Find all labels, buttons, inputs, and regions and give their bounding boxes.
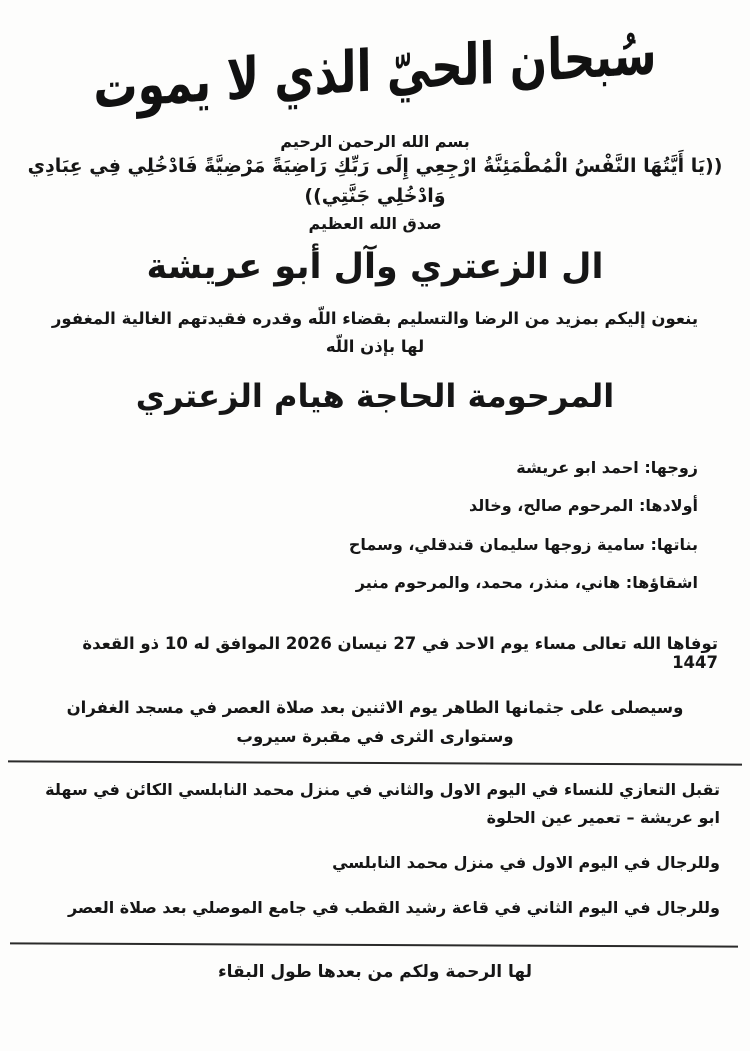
quran-attribution: صدق الله العظيم: [308, 213, 442, 233]
deceased-name: المرحومة الحاجة هيام الزعتري: [135, 376, 615, 415]
death-date-line: توفاها الله تعالى مساء يوم الاحد في 27 نيسان 2026 الموافق له 10 ذو القعدة 1447: [82, 634, 718, 673]
quran-verse-line1: ((يَا أَيَّتُهَا النَّفْسُ الْمُطْمَئِنَّةُ ارْجِعِي إِلَى رَبِّكِ رَاضِيَةً مَرْضِيَّةً فَادْخُلِي فِي عِبَادِي: [27, 155, 723, 177]
family-relations-list: [40, 457, 698, 595]
divider-line-bottom: [10, 943, 738, 948]
family-row-brothers: اشقاؤها: هاني، منذر، محمد، والمرحوم منير: [355, 573, 698, 593]
families-title: ال الزعتري وآل أبو عريشة: [146, 246, 604, 287]
quran-verse-line2: وَادْخُلِي جَنَّتِي)): [304, 185, 446, 208]
condolences-men-day2-line: وللرجال في اليوم الثاني في قاعة رشيد القطب في جامع الموصلي بعد صلاة العصر: [67, 898, 720, 918]
condolences-men-day1-line: وللرجال في اليوم الاول في منزل محمد النابلسي: [332, 853, 720, 873]
funeral-details: [0, 694, 750, 752]
funeral-prayer-line: وسيصلى على جثمانها الطاهر يوم الاثنين بعد صلاة العصر في مسجد الغفران: [66, 698, 684, 718]
closing-blessing: لها الرحمة ولكم من بعدها طول البقاء: [217, 962, 533, 983]
calligraphy-glory-text: سُبحان الحيّ الذي لا يموت: [93, 21, 657, 122]
bismillah-text: بسم الله الرحمن الرحيم: [280, 132, 470, 151]
family-row-husband: زوجها: احمد ابو عريشة: [516, 457, 698, 477]
calligraphy-header: [0, 21, 750, 128]
family-row-daughters: بناتها: سامية زوجها سليمان قندقلي، وسماح: [348, 534, 698, 554]
condolences-women-line: تقبل التعازي للنساء في اليوم الاول والثاني في منزل محمد النابلسي الكائن في سهلة ابو عريشة – تعمير عين الحلوة: [45, 780, 720, 828]
family-row-sons: أولادها: المرحوم صالح، وخالد: [468, 496, 698, 516]
divider-line: [8, 761, 742, 766]
mourning-announcement-text: ينعون إليكم بمزيد من الرضا والتسليم بقضاء اللّه وقدره فقيدتهم الغالية المغفور لها بإذن اللّه: [51, 308, 699, 356]
burial-line: وستوارى الثرى في مقبرة سيروب: [236, 727, 514, 747]
